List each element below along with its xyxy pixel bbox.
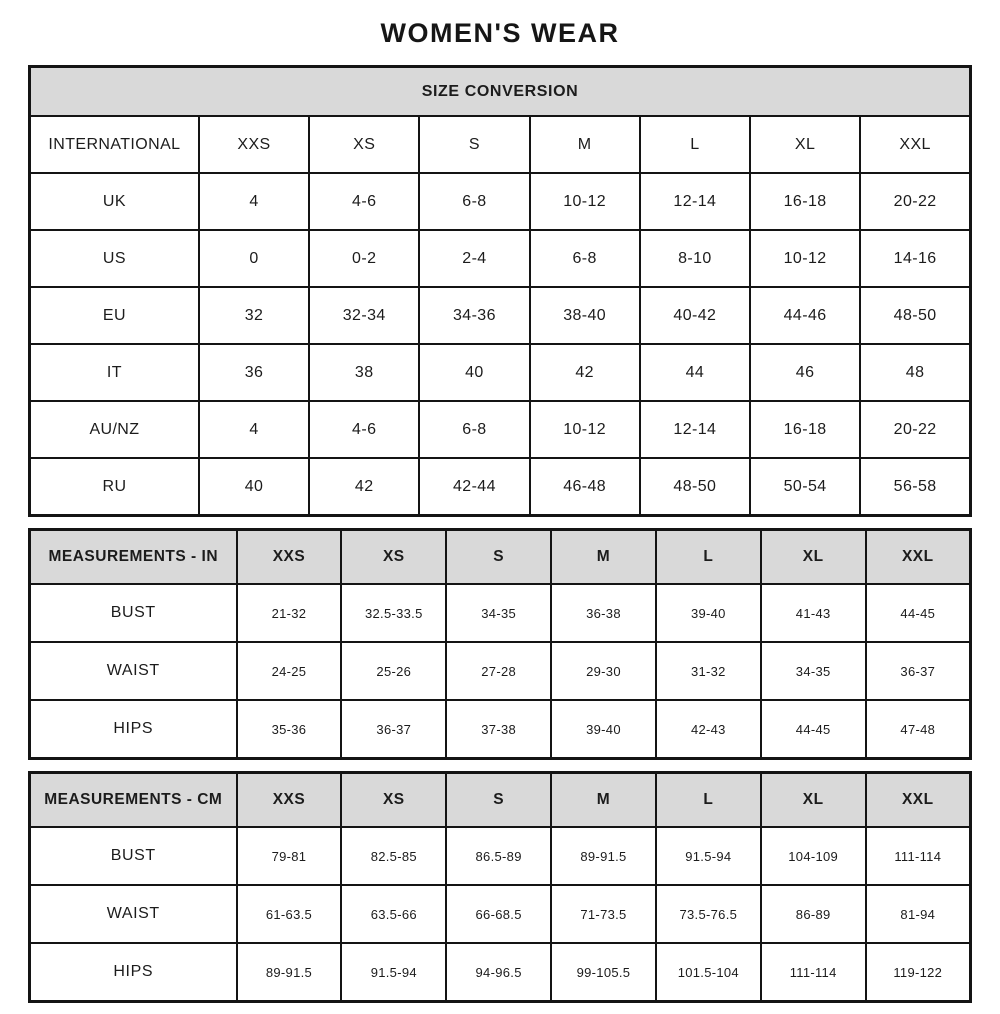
table-row-waist-cm — [30, 885, 971, 943]
table-cell: 81-94 — [866, 885, 971, 943]
table-cell: 16-18 — [750, 401, 860, 458]
measurements-cm-header-row — [30, 773, 971, 828]
size-chart-page — [28, 0, 972, 1003]
table-cell: 46 — [750, 344, 860, 401]
table-cell: 25-26 — [341, 642, 446, 700]
measurements-in-title: MEASUREMENTS - IN — [30, 530, 237, 585]
table-cell: 36-37 — [866, 642, 971, 700]
column-header: XXL — [866, 530, 971, 585]
table-cell: 35-36 — [237, 700, 342, 759]
table-cell: 56-58 — [860, 458, 970, 516]
row-label: IT — [30, 344, 199, 401]
table-cell: 119-122 — [866, 943, 971, 1002]
table-cell: 34-35 — [446, 584, 551, 642]
table-cell: 32.5-33.5 — [341, 584, 446, 642]
table-cell: 63.5-66 — [341, 885, 446, 943]
column-header: XL — [761, 773, 866, 828]
row-label: RU — [30, 458, 199, 516]
table-cell: 4-6 — [309, 401, 419, 458]
measurements-in-table — [28, 528, 972, 760]
table-row-hips-in — [30, 700, 971, 759]
table-cell: 61-63.5 — [237, 885, 342, 943]
table-cell: XL — [750, 116, 860, 173]
table-cell: 101.5-104 — [656, 943, 761, 1002]
table-cell: 2-4 — [419, 230, 529, 287]
table-cell: 94-96.5 — [446, 943, 551, 1002]
row-label: HIPS — [30, 700, 237, 759]
measurements-cm-title: MEASUREMENTS - CM — [30, 773, 237, 828]
table-row-aunz — [30, 401, 971, 458]
row-label: INTERNATIONAL — [30, 116, 199, 173]
column-header: XXS — [237, 530, 342, 585]
table-cell: 41-43 — [761, 584, 866, 642]
table-cell: 21-32 — [237, 584, 342, 642]
table-cell: 86-89 — [761, 885, 866, 943]
table-cell: 66-68.5 — [446, 885, 551, 943]
table-cell: 16-18 — [750, 173, 860, 230]
table-row-hips-cm — [30, 943, 971, 1002]
table-cell: 48-50 — [860, 287, 970, 344]
table-cell: 48-50 — [640, 458, 750, 516]
row-label: US — [30, 230, 199, 287]
table-cell: 91.5-94 — [341, 943, 446, 1002]
table-cell: 111-114 — [866, 827, 971, 885]
size-conversion-title: SIZE CONVERSION — [30, 67, 971, 117]
table-cell: 39-40 — [656, 584, 761, 642]
table-cell: 44-46 — [750, 287, 860, 344]
table-cell: 42-44 — [419, 458, 529, 516]
table-cell: 32 — [199, 287, 309, 344]
table-cell: 10-12 — [530, 401, 640, 458]
table-cell: 4 — [199, 401, 309, 458]
table-cell: 89-91.5 — [551, 827, 656, 885]
table-cell: 12-14 — [640, 401, 750, 458]
table-cell: 36 — [199, 344, 309, 401]
table-cell: 32-34 — [309, 287, 419, 344]
table-cell: 14-16 — [860, 230, 970, 287]
table-cell: 48 — [860, 344, 970, 401]
table-cell: M — [530, 116, 640, 173]
table-cell: 40 — [419, 344, 529, 401]
table-cell: 44-45 — [761, 700, 866, 759]
table-cell: 6-8 — [419, 173, 529, 230]
row-label: UK — [30, 173, 199, 230]
row-label: AU/NZ — [30, 401, 199, 458]
size-conversion-header-row — [30, 67, 971, 117]
row-label: WAIST — [30, 885, 237, 943]
table-cell: 24-25 — [237, 642, 342, 700]
table-cell: 34-35 — [761, 642, 866, 700]
table-row-international — [30, 116, 971, 173]
row-label: BUST — [30, 827, 237, 885]
table-cell: 27-28 — [446, 642, 551, 700]
column-header: XXS — [237, 773, 342, 828]
row-label: BUST — [30, 584, 237, 642]
table-cell: 10-12 — [530, 173, 640, 230]
table-cell: 10-12 — [750, 230, 860, 287]
table-row-eu — [30, 287, 971, 344]
table-cell: 42 — [530, 344, 640, 401]
table-cell: 104-109 — [761, 827, 866, 885]
measurements-cm-table — [28, 771, 972, 1003]
table-cell: 42-43 — [656, 700, 761, 759]
table-cell: 38 — [309, 344, 419, 401]
table-cell: 44 — [640, 344, 750, 401]
column-header: XL — [761, 530, 866, 585]
table-cell: 36-38 — [551, 584, 656, 642]
table-cell: 99-105.5 — [551, 943, 656, 1002]
table-row-bust-cm — [30, 827, 971, 885]
table-cell: XXS — [199, 116, 309, 173]
table-cell: XS — [309, 116, 419, 173]
measurements-in-header-row — [30, 530, 971, 585]
table-cell: 4-6 — [309, 173, 419, 230]
table-cell: 73.5-76.5 — [656, 885, 761, 943]
table-cell: 46-48 — [530, 458, 640, 516]
table-cell: 86.5-89 — [446, 827, 551, 885]
column-header: S — [446, 773, 551, 828]
table-cell: 71-73.5 — [551, 885, 656, 943]
table-cell: 0 — [199, 230, 309, 287]
column-header: S — [446, 530, 551, 585]
table-cell: 79-81 — [237, 827, 342, 885]
row-label: EU — [30, 287, 199, 344]
column-header: L — [656, 773, 761, 828]
table-cell: 82.5-85 — [341, 827, 446, 885]
table-cell: XXL — [860, 116, 970, 173]
table-row-bust-in — [30, 584, 971, 642]
table-cell: 20-22 — [860, 401, 970, 458]
table-cell: L — [640, 116, 750, 173]
column-header: M — [551, 530, 656, 585]
column-header: L — [656, 530, 761, 585]
table-cell: 91.5-94 — [656, 827, 761, 885]
table-cell: 34-36 — [419, 287, 529, 344]
table-cell: 4 — [199, 173, 309, 230]
table-cell: 6-8 — [530, 230, 640, 287]
table-cell: 38-40 — [530, 287, 640, 344]
table-cell: 31-32 — [656, 642, 761, 700]
table-cell: 36-37 — [341, 700, 446, 759]
table-cell: 89-91.5 — [237, 943, 342, 1002]
table-cell: 0-2 — [309, 230, 419, 287]
table-cell: 44-45 — [866, 584, 971, 642]
table-row-us — [30, 230, 971, 287]
table-cell: 40-42 — [640, 287, 750, 344]
table-row-it — [30, 344, 971, 401]
table-cell: 111-114 — [761, 943, 866, 1002]
size-conversion-table — [28, 65, 972, 517]
page-title: WOMEN'S WEAR — [380, 18, 620, 48]
row-label: WAIST — [30, 642, 237, 700]
table-cell: 6-8 — [419, 401, 529, 458]
table-cell: 12-14 — [640, 173, 750, 230]
table-cell: 8-10 — [640, 230, 750, 287]
table-row-ru — [30, 458, 971, 516]
column-header: XXL — [866, 773, 971, 828]
table-row-uk — [30, 173, 971, 230]
table-cell: 40 — [199, 458, 309, 516]
table-cell: 50-54 — [750, 458, 860, 516]
column-header: M — [551, 773, 656, 828]
table-cell: 29-30 — [551, 642, 656, 700]
table-cell: 42 — [309, 458, 419, 516]
table-cell: 39-40 — [551, 700, 656, 759]
column-header: XS — [341, 530, 446, 585]
table-cell: 47-48 — [866, 700, 971, 759]
table-cell: 37-38 — [446, 700, 551, 759]
row-label: HIPS — [30, 943, 237, 1002]
column-header: XS — [341, 773, 446, 828]
table-cell: S — [419, 116, 529, 173]
table-cell: 20-22 — [860, 173, 970, 230]
table-row-waist-in — [30, 642, 971, 700]
